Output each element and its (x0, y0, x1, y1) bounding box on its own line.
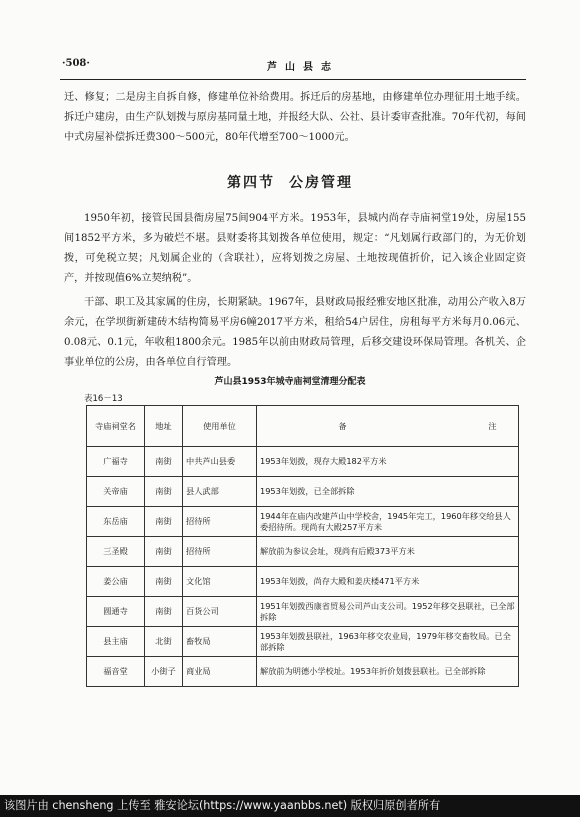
header-remarks (257, 406, 519, 447)
table-header-row (87, 406, 519, 447)
header-name: 寺庙祠堂名 (87, 406, 145, 447)
cell-unit: 招待所 (183, 537, 257, 567)
paragraph-1: 1950年初，接管民国县衙房屋75间904平方米。1953年，县城内尚存寺庙祠堂19处，房屋155间1852平方米，多为破烂不堪。县财委将其划拨各单位使用，规定：“凡划属行政部门的，为无价划拨，可免税立契；凡划属企业的（含联社），应将划拨之房屋、土地按现值折价，记入该企业固定资产，并按现值6%立契纳税”。 (64, 213, 526, 284)
cell-location: 南街 (145, 447, 183, 477)
cell-name: 三圣殿 (87, 537, 145, 567)
cell-location: 南街 (145, 537, 183, 567)
cell-unit: 畜牧局 (183, 627, 257, 657)
cell-name: 东岳庙 (87, 507, 145, 537)
cell-name: 县主庙 (87, 627, 145, 657)
cell-remarks: 1944年在庙内改建芦山中学校舍，1945年完工，1960年移交给县人委招待所。现尚有大殿257平方米 (257, 507, 519, 537)
table-row (87, 507, 519, 537)
cell-unit: 招待所 (183, 507, 257, 537)
table-caption: 芦山县1953年城寺庙祠堂清理分配表 (214, 377, 366, 387)
cell-unit: 县人武部 (183, 477, 257, 507)
upload-watermark-bar: 该图片由 chensheng 上传至 雅安论坛(https://www.yaanbbs.net) 版权归原创者所有 (0, 795, 580, 817)
cell-remarks: 1953年划拨县联社，1963年移交农业局，1979年移交畜牧局。已全部拆除 (257, 627, 519, 657)
cell-location: 南街 (145, 507, 183, 537)
intro-paragraph: 迁、修复；二是房主自拆自修，修建单位补给费用。拆迁后的房基地，由修建单位办理征用土地手续。拆迁户建房，由生产队划拨与原房基同量土地，并报经大队、公社、县计委审查批准。70年代初，每间中式房屋补偿拆迁费300～500元，80年代增至700～1000元。 (64, 92, 526, 143)
cell-unit: 中共芦山县委 (183, 447, 257, 477)
cell-remarks: 1953年划拨，现存大殿182平方米 (257, 447, 519, 477)
temple-allocation-table (86, 405, 519, 687)
cell-location: 南街 (145, 597, 183, 627)
cell-location: 北街 (145, 627, 183, 657)
cell-name: 福音堂 (87, 657, 145, 687)
section-title (0, 172, 580, 192)
table-row (87, 537, 519, 567)
cell-remarks: 1953年划拨，尚存大殿和姜庆楼471平方米 (257, 567, 519, 597)
cell-location: 南街 (145, 567, 183, 597)
cell-unit: 文化馆 (183, 567, 257, 597)
cell-name: 广福寺 (87, 447, 145, 477)
page-number: ·508· (62, 58, 90, 69)
table-number: 表16－13 (84, 394, 123, 404)
cell-unit: 商业局 (183, 657, 257, 687)
header-unit: 使用单位 (183, 406, 257, 447)
cell-name: 姜公庙 (87, 567, 145, 597)
cell-location: 小街子 (145, 657, 183, 687)
cell-name: 关帝庙 (87, 477, 145, 507)
table-row (87, 567, 519, 597)
header-remarks-a: 备 (338, 420, 347, 431)
cell-name: 圆通寺 (87, 597, 145, 627)
table-row (87, 447, 519, 477)
section-title-number: 第四节 (227, 175, 275, 191)
header-location: 地址 (145, 406, 183, 447)
book-title: 芦山县志 (267, 62, 339, 73)
cell-remarks: 解放前为明德小学校址。1953年折价划拨县联社。已全部拆除 (257, 657, 519, 687)
table-row (87, 597, 519, 627)
paragraph-2: 干部、职工及其家属的住房，长期紧缺。1967年，县财政局报经雅安地区批准，动用公产收入8万余元，在学坝街新建砖木结构简易平房6幢2017平方米，租给54户居住，房租每平方米每月0.06元、0.08元、0.1元，年收租1800余元。1985年以前由财政局管理，后移交建设环保局管理。各机关、企事业单位的公房，由各单位自行管理。 (64, 297, 526, 368)
cell-remarks: 解放前为参议会址，现尚有后殿373平方米 (257, 537, 519, 567)
cell-unit: 百货公司 (183, 597, 257, 627)
table-row (87, 477, 519, 507)
table-row (87, 657, 519, 687)
running-header (62, 58, 524, 76)
header-remarks-b: 注 (488, 420, 497, 431)
cell-location: 南街 (145, 477, 183, 507)
cell-remarks: 1953年划拨，已全部拆除 (257, 477, 519, 507)
section-title-text: 公房管理 (289, 175, 353, 191)
table-row (87, 627, 519, 657)
header-rule (60, 79, 526, 80)
cell-remarks: 1951年划拨西康省贸易公司芦山支公司。1952年移交县联社，已全部拆除 (257, 597, 519, 627)
